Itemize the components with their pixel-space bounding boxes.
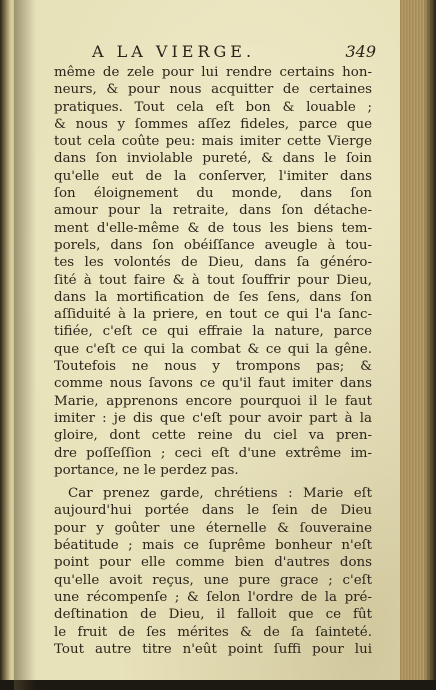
text-line: tout cela coûte peu: mais imiter cette Vierge	[54, 134, 372, 150]
running-head: A LA VIERGE.	[92, 42, 256, 61]
text-line: pour y goûter une éternelle & ſouveraine	[54, 520, 372, 536]
text-line: point pour elle comme bien d'autres dons	[54, 555, 372, 571]
text-line: deſtination de Dieu, il falloit que ce fût	[54, 607, 372, 623]
text-line: dans ſon inviolable pureté, & dans le ſoin	[54, 151, 372, 167]
text-line: Marie, apprenons encore pourquoi il le faut	[54, 393, 372, 409]
text-line: que c'eſt ce qui la combat & ce qui la gêne.	[54, 341, 372, 357]
text-line: ſité à tout faire & à tout ſouffrir pour Dieu,	[54, 272, 372, 288]
text-line: dans la mortification de ſes ſens, dans ſon	[54, 289, 372, 305]
paragraph-2	[54, 485, 372, 658]
text-line: pratiques. Tout cela eſt bon & louable ;	[54, 99, 372, 115]
text-line: même de zele pour lui rendre certains hon-	[54, 65, 372, 80]
gutter-shadow	[14, 0, 36, 690]
text-line: ſon éloignement du monde, dans ſon	[54, 186, 372, 202]
text-line: ment d'elle-même & de tous les biens tem-	[54, 220, 372, 236]
body-text	[54, 64, 372, 658]
text-line: qu'elle avoit reçus, une pure grace ; c'eſt	[54, 572, 372, 588]
page-number: 349	[345, 42, 376, 61]
text-line: gloire, dont cette reine du ciel va pren-	[54, 428, 372, 444]
text-line: tifiée, c'eſt ce qui effraie la nature, parce	[54, 324, 372, 340]
text-line: imiter : je dis que c'eſt pour avoir part à la	[54, 410, 372, 426]
text-line: Car prenez garde, chrétiens : Marie eſt	[68, 486, 372, 502]
text-line: qu'elle eut de la conſerver, l'imiter dans	[54, 168, 372, 184]
text-line: porels, dans ſon obéiſſance aveugle à tou-	[54, 237, 372, 253]
text-line: & nous y ſommes aſſez fideles, parce que	[54, 116, 372, 132]
text-line: une récompenſe ; & ſelon l'ordre de la pré-	[54, 589, 372, 605]
paragraph-1	[54, 64, 372, 479]
text-line: tes les volontés de Dieu, dans ſa généro-	[54, 255, 372, 271]
text-line: béatitude ; mais ce ſuprême bonheur n'eſt	[54, 538, 372, 554]
text-line: Tout autre titre n'eût point ſuffi pour lui	[54, 641, 372, 657]
text-line: aſſiduité à la priere, en tout ce qui l'a ſanc-	[54, 307, 372, 323]
text-line: amour pour la retraite, dans ſon détache-	[54, 203, 372, 219]
scan-background	[0, 680, 436, 690]
text-line: Toutefois ne nous y trompons pas; &	[54, 359, 372, 375]
text-line: le fruit de ſes mérites & de ſa ſainteté.	[54, 624, 372, 640]
text-line: portance, ne le perdez pas.	[54, 462, 239, 478]
text-line: aujourd'hui portée dans le ſein de Dieu	[54, 503, 372, 519]
text-line: neurs, & pour nous acquitter de certaines	[54, 82, 372, 98]
text-line: comme nous ſavons ce qu'il faut imiter dans	[54, 376, 372, 392]
text-line: dre poſſeſſion ; ceci eſt d'une extrême im-	[54, 445, 372, 461]
page-block-edge	[400, 0, 436, 690]
